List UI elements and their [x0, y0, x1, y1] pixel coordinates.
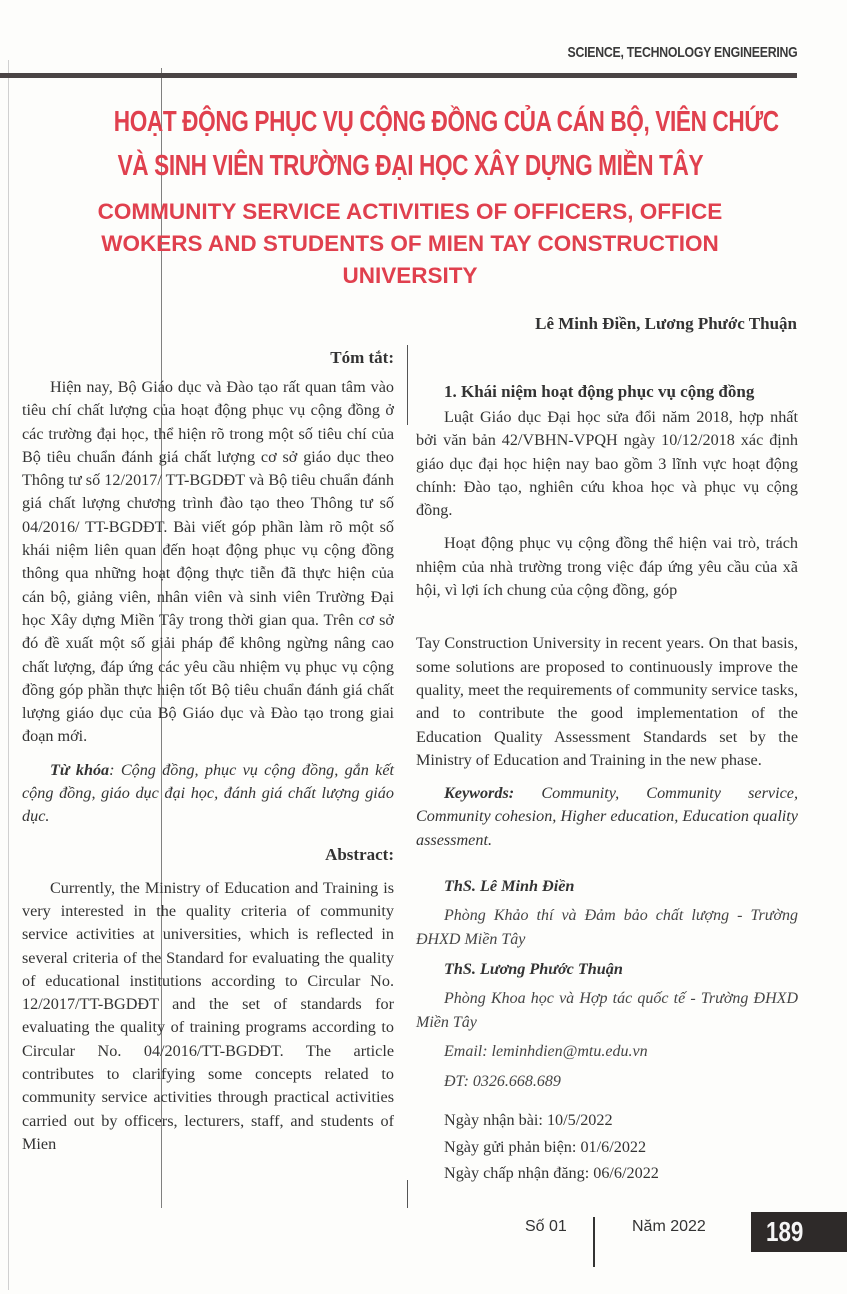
title-english	[20, 196, 800, 292]
header-rule	[0, 73, 797, 78]
page-number: 189	[766, 1216, 804, 1247]
affiliation-dept-2: Phòng Khoa học và Hợp tác quốc tế - Trường ĐHXD Miền Tây	[416, 990, 798, 1031]
date-accepted: Ngày chấp nhận đăng: 06/6/2022	[444, 1164, 659, 1183]
vi-keywords-text: : Cộng đồng, phục vụ cộng đồng, gắn kết cộng đồng, giáo dục đại học, đánh giá chất lượng giáo dục.	[22, 760, 395, 826]
column-divider	[407, 1180, 408, 1208]
en-keywords	[416, 782, 798, 852]
section-1-para-2: Hoạt động phục vụ cộng đồng thể hiện vai trò, trách nhiệm của nhà trường trong việc đáp ứng yêu cầu của xã hội, vì lợi ích chung của cộng đồng, góp	[416, 534, 798, 600]
affiliation-dept-1: Phòng Khảo thí và Đảm bảo chất lượng - Trường ĐHXD Miền Tây	[416, 907, 798, 948]
summary-heading: Tóm tắt:	[330, 348, 394, 367]
abstract-text: Currently, the Ministry of Education and Training is very interested in the quality criteria of community service activities at universities, which is reflected in several criteria of the Standard for evaluating the quality of educational institutions according to Circular No. 12/2017/TT-BGDĐT and the set of standards for evaluating the quality of training programs according to Circular No. 04/2016/TT-BGDĐT. The article contributes to clarifying some concepts related to community service activities through practical activities carried out by officers, lecturers, staff, and students of Mien	[22, 878, 394, 1153]
title-en-line-3: UNIVERSITY	[342, 263, 478, 288]
footer-year: Năm 2022	[632, 1218, 706, 1235]
title-en-line-1: COMMUNITY SERVICE ACTIVITIES OF OFFICERS, OFFICE	[97, 199, 723, 224]
summary-text: Hiện nay, Bộ Giáo dục và Đào tạo rất quan tâm vào tiêu chí chất lượng của hoạt động phục vụ cộng đồng ở các trường đại học, thể hiện rõ trong một số tiêu chí của Bộ tiêu chuẩn đánh giá chất lượng cơ sở giáo dục theo Thông tư số 12/2017/ TT-BGDĐT và Bộ tiêu chuẩn đánh giá chất lượng chương trình đào tạo theo Thông tư số 04/2016/ TT-BGDĐT. Bài viết góp phần làm rõ một số khái niệm liên quan đến hoạt động phục vụ cộng đồng thông qua những hoạt động thực tiễn đã thực hiện của cán bộ, giảng viên, nhân viên và sinh viên Trường Đại học Xây dựng Miền Tây trong thời gian qua. Trên cơ sở đó đề xuất một số giải pháp để không ngừng nâng cao chất lượng, đáp ứng các yêu cầu nhiệm vụ phục vụ cộng đồng góp phần thực hiện tốt Bộ tiêu chuẩn đánh giá chất lượng giáo dục của Bộ Giáo dục và Đào tạo trong giai đoạn mới.	[22, 378, 394, 746]
affiliation-name-1: ThS. Lê Minh Điền	[444, 877, 575, 896]
page-number-box	[751, 1212, 847, 1252]
footer-separator	[593, 1217, 595, 1267]
author-affiliations	[416, 874, 798, 1093]
section-1-heading: 1. Khái niệm hoạt động phục vụ cộng đồng	[444, 382, 755, 401]
journal-section-label: SCIENCE, TECHNOLOGY ENGINEERING	[567, 44, 797, 61]
footer-issue: Số 01	[525, 1218, 567, 1235]
vi-keywords-label: Từ khóa	[50, 760, 110, 779]
left-column	[22, 346, 394, 1156]
column-divider	[407, 345, 408, 425]
submission-dates	[416, 1107, 798, 1187]
en-keywords-label: Keywords:	[444, 784, 515, 803]
title-vi-line-1: HOẠT ĐỘNG PHỤC VỤ CỘNG ĐỒNG CỦA CÁN BỘ, VIÊN CHỨC	[113, 106, 779, 138]
title-vietnamese	[20, 100, 800, 188]
date-received: Ngày nhận bài: 10/5/2022	[444, 1111, 613, 1130]
section-1-para-1: Luật Giáo dục Đại học sửa đổi năm 2018, hợp nhất bởi văn bản 42/VBHN-VPQH ngày 10/12/2018 xác định giáo dục đại học hiện nay bao gồm 3 lĩnh vực hoạt động chính: Đào tạo, nghiên cứu khoa học và phục vụ cộng đồng.	[416, 408, 798, 520]
scan-edge-line	[8, 60, 9, 1290]
right-column	[416, 380, 798, 1187]
abstract-heading: Abstract:	[325, 844, 394, 864]
title-en-line-2: WOKERS AND STUDENTS OF MIEN TAY CONSTRUCTION	[101, 231, 719, 256]
author-phone: ĐT: 0326.668.689	[444, 1072, 561, 1090]
abstract-continuation: Tay Construction University in recent years. On that basis, some solutions are proposed to continuously improve the quality, meet the requirements of community service tasks, and to contribute the good implementation of the Education Quality Assessment Standards set by the Ministry of Education and Training in the new phase.	[416, 634, 798, 769]
vi-keywords	[22, 759, 394, 829]
affiliation-name-2: ThS. Lương Phước Thuận	[444, 960, 623, 979]
date-review: Ngày gửi phản biện: 01/6/2022	[444, 1137, 647, 1156]
en-keywords-text: Community, Community service, Community cohesion, Higher education, Education quality assessment.	[416, 784, 798, 849]
author-email: Email: leminhdien@mtu.edu.vn	[444, 1043, 648, 1061]
title-vi-line-2: VÀ SINH VIÊN TRƯỜNG ĐẠI HỌC XÂY DỰNG MIỀN TÂY	[117, 150, 703, 182]
author-list: Lê Minh Điền, Lương Phước Thuận	[535, 314, 797, 333]
